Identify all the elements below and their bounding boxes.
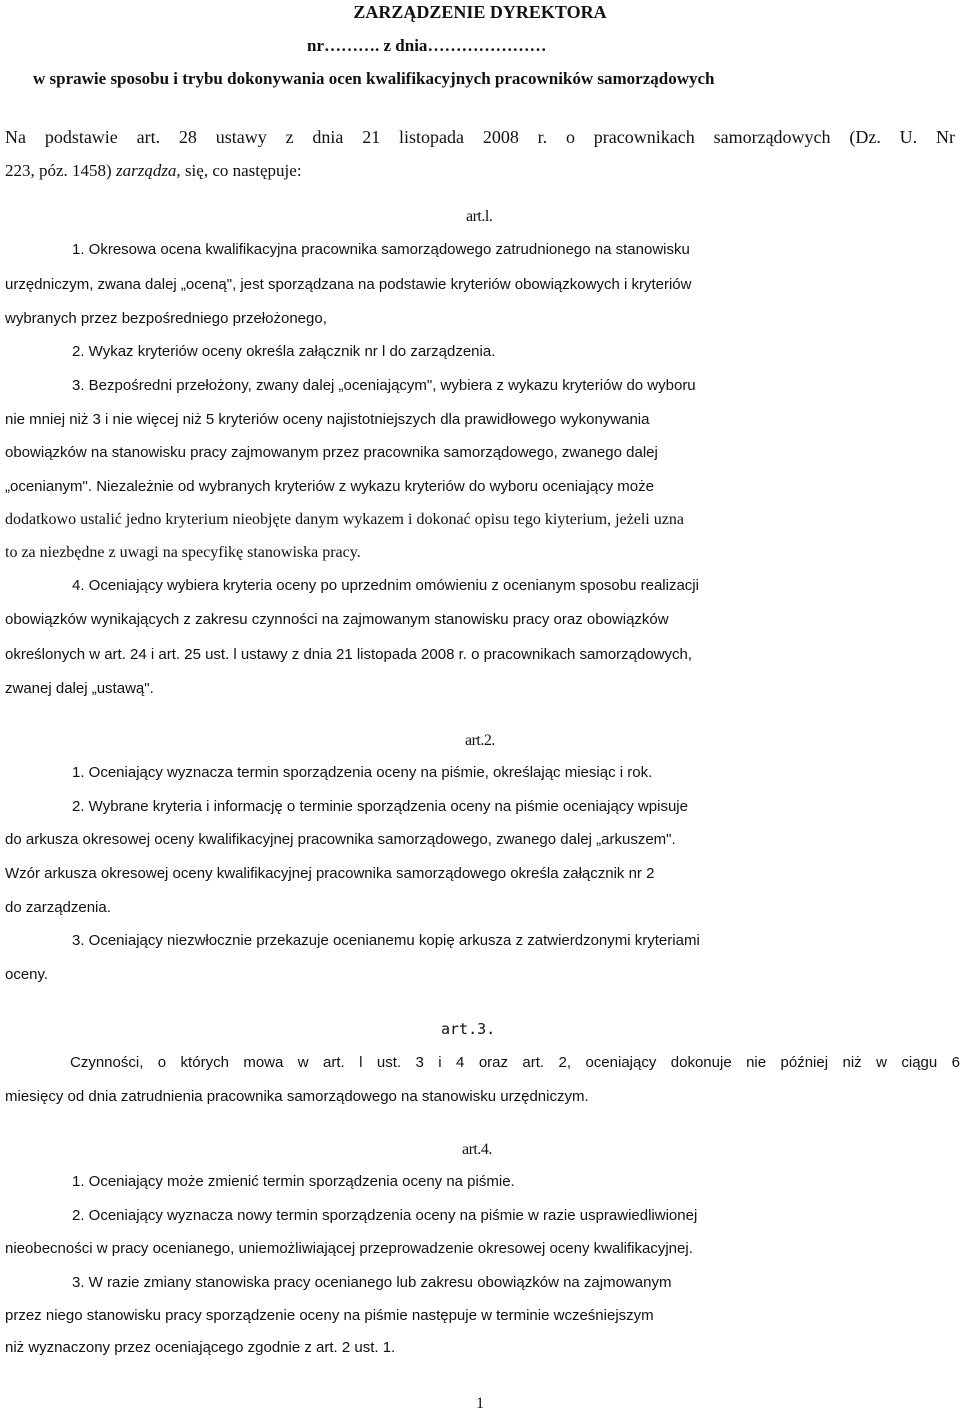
art3-p1-line2: miesięcy od dnia zatrudnienia pracownika samorządowego na stanowisku urzędniczym. <box>5 1088 589 1105</box>
page-number: 1 <box>476 1395 484 1412</box>
art1-p2: 2. Wykaz kryteriów oceny określa załącznik nr l do zarządzenia. <box>72 343 496 360</box>
art1-p4-line3: określonych w art. 24 i art. 25 ust. l ustawy z dnia 21 listopada 2008 r. o pracownikach samorządowych, <box>5 646 693 663</box>
art1-p3-line4: „ocenianym". Niezależnie od wybranych kryteriów z wykazu kryteriów do wyboru oceniający może <box>5 478 654 495</box>
preamble-zarzadza: zarządza, <box>115 161 181 180</box>
art4-p3-line2: przez niego stanowisku pracy sporządzenie oceny na piśmie następuje w terminie wcześniejszym <box>5 1307 654 1324</box>
art2-p3-line2: oceny. <box>5 966 49 983</box>
art1-p1-line2: urzędniczym, zwana dalej „oceną", jest sporządzana na podstawie kryteriów obowiązkowych i kryteriów <box>5 276 692 293</box>
art2-p2-line3: Wzór arkusza okresowej oceny kwalifikacyjnej pracownika samorządowego określa załącznik nr 2 <box>5 865 655 882</box>
art3-heading: art.3. <box>441 1020 496 1038</box>
art4-p2-line1: 2. Oceniający wyznacza nowy termin sporządzenia oceny na piśmie w razie usprawiedliwionej <box>72 1207 698 1224</box>
art4-p1: 1. Oceniający może zmienić termin sporządzenia oceny na piśmie. <box>72 1173 515 1190</box>
art2-p2-line4: do zarządzenia. <box>5 899 111 916</box>
art1-p4-line4: zwanej dalej „ustawą". <box>5 680 154 697</box>
preamble-line-2 <box>5 161 302 181</box>
document-title: ZARZĄDZENIE DYREKTORA <box>353 2 607 22</box>
art4-heading: art.4. <box>462 1141 492 1158</box>
art1-p1-line3: wybranych przez bezpośredniego przełożonego, <box>5 310 327 327</box>
art1-p3-line3: obowiązków na stanowisku pracy zajmowanym przez pracownika samorządowego, zwanego dalej <box>5 444 658 461</box>
art1-p4-line1: 4. Oceniający wybiera kryteria oceny po uprzednim omówieniu z ocenianym sposobu realizacji <box>72 577 699 594</box>
art1-p3-line5: dodatkowo ustalić jedno kryterium nieobjęte danym wykazem i dokonać opisu tego kiyterium, jeżeli uzna <box>5 511 684 528</box>
art3-p1-line1: Czynności, o których mowa w art. l ust. 3 i 4 oraz art. 2, oceniający dokonuje nie później niż w ciągu 6 <box>70 1054 960 1071</box>
art4-p3-line1: 3. W razie zmiany stanowiska pracy ocenianego lub zakresu obowiązków na zajmowanym <box>72 1274 672 1291</box>
number-line-a: nr………. z dnia <box>307 36 428 55</box>
document-subject: w sprawie sposobu i trybu dokonywania ocen kwalifikacyjnych pracowników samorządowych <box>33 69 715 88</box>
art4-p3-line3: niż wyznaczony przez oceniającego zgodnie z art. 2 ust. 1. <box>5 1339 396 1356</box>
art2-p3-line1: 3. Oceniający niezwłocznie przekazuje ocenianemu kopię arkusza z zatwierdzonymi kryteriami <box>72 932 700 949</box>
art1-heading: art.l. <box>466 208 493 225</box>
preamble-tail: się, co następuje: <box>184 161 302 180</box>
art2-p2-line2: do arkusza okresowej oceny kwalifikacyjnej pracownika samorządowego, zwanego dalej „arkuszem". <box>5 831 676 848</box>
art1-p1-line1: 1. Okresowa ocena kwalifikacyjna pracownika samorządowego zatrudnionego na stanowisku <box>72 241 690 258</box>
art4-p2-line2: nieobecności w pracy ocenianego, uniemożliwiającej przeprowadzenie okresowej oceny kwalifikacyjnej. <box>5 1240 693 1257</box>
preamble-line-1: Na podstawie art. 28 ustawy z dnia 21 listopada 2008 r. o pracownikach samorządowych (Dz. U. Nr <box>5 127 955 147</box>
art2-p2-line1: 2. Wybrane kryteria i informację o terminie sporządzenia oceny na piśmie oceniający wpisuje <box>72 798 688 815</box>
art1-p3-line2: nie mniej niż 3 i nie więcej niż 5 kryteriów oceny najistotniejszych dla prawidłowego wykonywania <box>5 411 650 428</box>
art2-p1: 1. Oceniający wyznacza termin sporządzenia oceny na piśmie, określając miesiąc i rok. <box>72 764 653 781</box>
art1-p3-line6: to za niezbędne z uwagi na specyfikę stanowiska pracy. <box>5 544 361 561</box>
art1-p3-line1: 3. Bezpośredni przełożony, zwany dalej „oceniającym", wybiera z wykazu kryteriów do wyboru <box>72 377 696 394</box>
number-line-b: ………………… <box>427 36 547 55</box>
document-number-date <box>307 36 546 56</box>
art1-p4-line2: obowiązków wynikających z zakresu czynności na zajmowanym stanowisku pracy oraz obowiązków <box>5 611 669 628</box>
art2-heading: art.2. <box>465 732 495 749</box>
preamble-citation: 223, póz. 1458) <box>5 161 112 180</box>
